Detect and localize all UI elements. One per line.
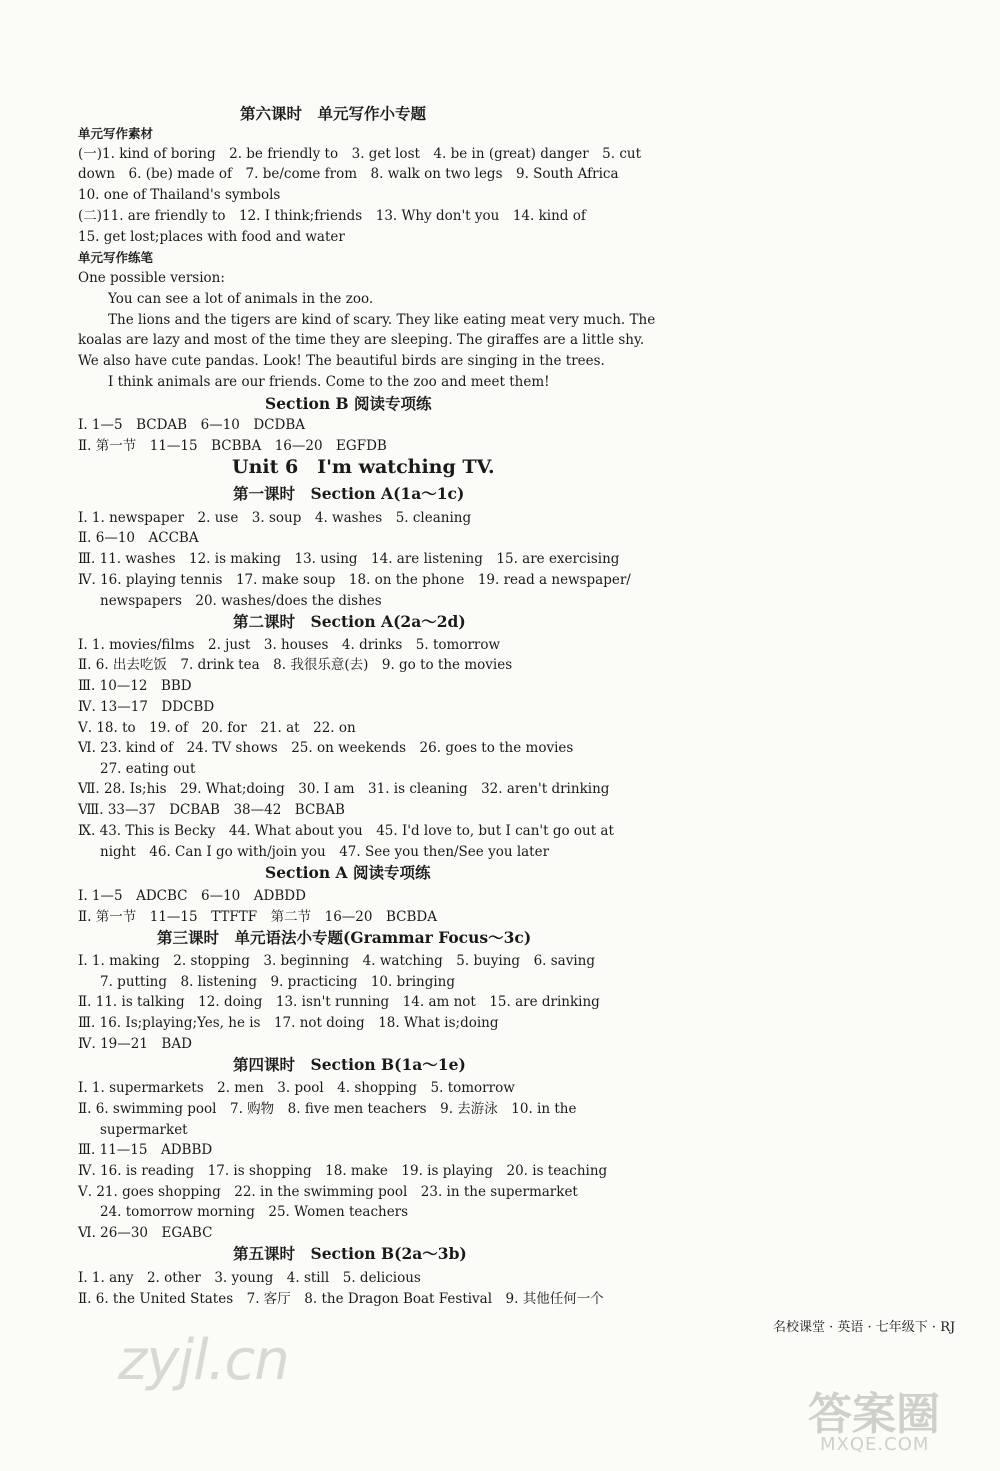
section-heading: 第四课时 Section B(1a～1e): [233, 1055, 466, 1074]
watermark-zyjl: zyjl.cn: [118, 1328, 289, 1393]
answer-line: Ⅱ. 第一节 11—15 TTFTF 第二节 16—20 BCBDA: [78, 909, 437, 925]
answer-line: Ⅲ. 11. washes 12. is making 13. using 14. are listening 15. are exercising: [78, 551, 620, 567]
answer-line: Ⅸ. 43. This is Becky 44. What about you 45. I'd love to, but I can't go out at: [78, 823, 614, 839]
subheading: 单元写作素材: [78, 126, 154, 141]
answer-line: One possible version:: [78, 270, 225, 286]
answer-line: Ⅰ. 1. movies/films 2. just 3. houses 4. drinks 5. tomorrow: [78, 637, 501, 653]
answer-line: Ⅰ. 1. making 2. stopping 3. beginning 4. watching 5. buying 6. saving: [78, 953, 595, 969]
answer-line: Ⅴ. 18. to 19. of 20. for 21. at 22. on: [78, 720, 356, 736]
answer-line: down 6. (be) made of 7. be/come from 8. walk on two legs 9. South Africa: [78, 166, 619, 182]
answer-line: koalas are lazy and most of the time they are sleeping. The giraffes are a little shy.: [78, 332, 645, 348]
answer-line: The lions and the tigers are kind of scary. They like eating meat very much. The: [108, 312, 656, 328]
answer-line: (一)1. kind of boring 2. be friendly to 3. get lost 4. be in (great) danger 5. cut: [78, 146, 642, 162]
answer-line: Ⅰ. 1. any 2. other 3. young 4. still 5. delicious: [78, 1270, 421, 1286]
answer-line: 15. get lost;places with food and water: [78, 229, 345, 245]
answer-line: Ⅵ. 23. kind of 24. TV shows 25. on weekends 26. goes to the movies: [78, 740, 574, 756]
section-heading: 第一课时 Section A(1a～1c): [233, 484, 465, 503]
answer-line: Ⅱ. 6. swimming pool 7. 购物 8. five men teachers 9. 去游泳 10. in the: [78, 1101, 577, 1117]
answer-line: Ⅰ. 1. supermarkets 2. men 3. pool 4. shopping 5. tomorrow: [78, 1080, 515, 1096]
answer-line: You can see a lot of animals in the zoo.: [108, 291, 374, 307]
answer-line: 10. one of Thailand's symbols: [78, 187, 281, 203]
section-heading: 第六课时 单元写作小专题: [240, 104, 427, 123]
answer-line: Ⅶ. 28. Is;his 29. What;doing 30. I am 31. is cleaning 32. aren't drinking: [78, 781, 610, 797]
answer-line: Ⅳ. 19—21 BAD: [78, 1036, 192, 1052]
answer-line: 7. putting 8. listening 9. practicing 10. bringing: [100, 974, 456, 990]
section-heading: Section A 阅读专项练: [265, 863, 431, 882]
section-heading: Unit 6 I'm watching TV.: [232, 456, 495, 478]
answer-line: Ⅲ. 11—15 ADBBD: [78, 1142, 213, 1158]
answer-line: Ⅲ. 16. Is;playing;Yes, he is 17. not doing 18. What is;doing: [78, 1015, 499, 1031]
answer-line: Ⅳ. 13—17 DDCBD: [78, 699, 215, 715]
watermark-mark: 答案圈: [808, 1389, 940, 1440]
answer-line: Ⅰ. 1—5 BCDAB 6—10 DCDBA: [78, 417, 306, 433]
answer-line: Ⅵ. 26—30 EGABC: [78, 1225, 213, 1241]
answer-line: Ⅴ. 21. goes shopping 22. in the swimming pool 23. in the supermarket: [78, 1184, 578, 1200]
subheading: 单元写作练笔: [78, 250, 154, 265]
section-heading: 第二课时 Section A(2a～2d): [233, 612, 466, 631]
answer-line: Ⅲ. 10—12 BBD: [78, 678, 192, 694]
answer-line: supermarket: [100, 1122, 188, 1138]
answer-line: I think animals are our friends. Come to the zoo and meet them!: [108, 374, 550, 390]
page-footer: 名校课堂 · 英语 · 七年级下 · RJ: [773, 1320, 956, 1335]
answer-line: newspapers 20. washes/does the dishes: [100, 593, 382, 609]
answer-line: We also have cute pandas. Look! The beautiful birds are singing in the trees.: [78, 353, 605, 369]
answer-line: 24. tomorrow morning 25. Women teachers: [100, 1204, 409, 1220]
answer-line: Ⅰ. 1. newspaper 2. use 3. soup 4. washes 5. cleaning: [78, 510, 472, 526]
answer-line: Ⅱ. 第一节 11—15 BCBBA 16—20 EGFDB: [78, 438, 387, 454]
answer-line: Ⅰ. 1—5 ADCBC 6—10 ADBDD: [78, 888, 306, 904]
answer-line: Ⅳ. 16. playing tennis 17. make soup 18. on the phone 19. read a newspaper/: [78, 572, 631, 588]
section-heading: 第五课时 Section B(2a～3b): [233, 1244, 467, 1263]
answer-line: (二)11. are friendly to 12. I think;friends 13. Why don't you 14. kind of: [78, 208, 586, 224]
answer-line: night 46. Can I go with/join you 47. See you then/See you later: [100, 844, 550, 860]
answer-line: Ⅱ. 6—10 ACCBA: [78, 530, 199, 546]
answer-line: 27. eating out: [100, 761, 196, 777]
answer-line: Ⅳ. 16. is reading 17. is shopping 18. make 19. is playing 20. is teaching: [78, 1163, 608, 1179]
answer-line: Ⅱ. 6. the United States 7. 客厅 8. the Dragon Boat Festival 9. 其他任何一个: [78, 1291, 604, 1307]
answer-line: Ⅱ. 11. is talking 12. doing 13. isn't running 14. am not 15. are drinking: [78, 994, 600, 1010]
section-heading: 第三课时 单元语法小专题(Grammar Focus～3c): [157, 928, 532, 947]
watermark-url: MXQE.COM: [820, 1434, 930, 1455]
section-heading: Section B 阅读专项练: [265, 394, 432, 413]
answer-line: Ⅷ. 33—37 DCBAB 38—42 BCBAB: [78, 802, 345, 818]
answer-line: Ⅱ. 6. 出去吃饭 7. drink tea 8. 我很乐意(去) 9. go to the movies: [78, 657, 513, 673]
watermark-mxqe: [808, 1378, 988, 1458]
